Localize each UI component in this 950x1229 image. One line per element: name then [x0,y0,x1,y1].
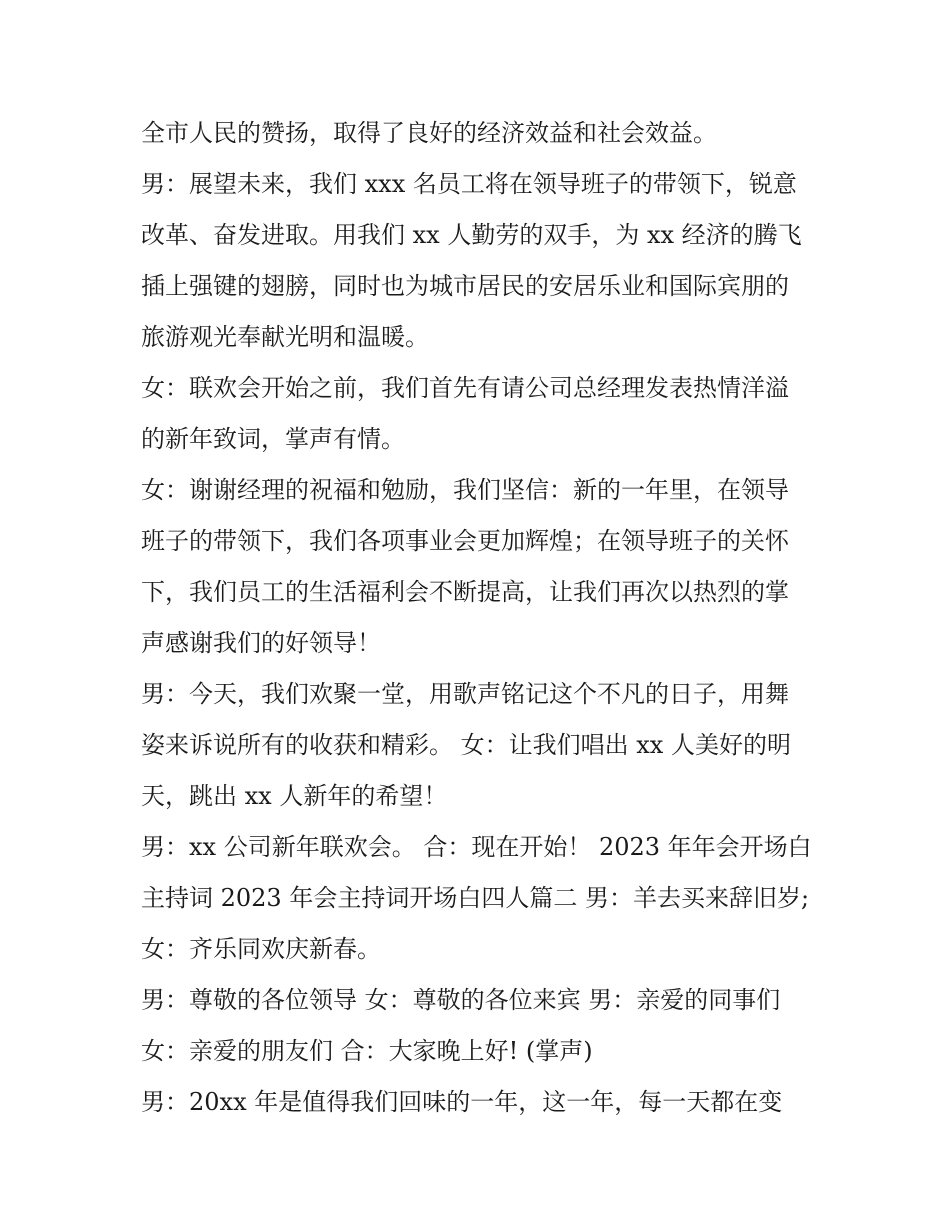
text-line: 天，跳出 xx 人新年的希望！ [141,782,448,810]
text-line: 男：今天，我们欢聚一堂，用歌声铭记这个不凡的日子，用舞 [141,680,789,708]
text-line: 男：xx 公司新年联欢会。 合：现在开始！ 2023 年年会开场白 [141,833,812,861]
text-line: 班子的带领下，我们各项事业会更加辉煌；在领导班子的关怀 [141,527,789,555]
text-line: 声感谢我们的好领导！ [141,629,381,657]
text-line: 男：展望未来，我们 xxx 名员工将在领导班子的带领下，锐意 [141,170,797,198]
text-line: 全市人民的赞扬，取得了良好的经济效益和社会效益。 [141,119,717,147]
text-line: 主持词 2023 年会主持词开场白四人篇二 男：羊去买来辞旧岁; [141,884,810,912]
text-line: 女：齐乐同欢庆新春。 [141,935,381,963]
text-line: 下，我们员工的生活福利会不断提高，让我们再次以热烈的掌 [141,578,789,606]
body-text [141,108,821,1128]
text-line: 男：尊敬的各位领导 女：尊敬的各位来宾 男：亲爱的同事们 [141,986,781,1014]
text-line: 改革、奋发进取。用我们 xx 人勤劳的双手，为 xx 经济的腾飞 [141,221,802,249]
text-line: 女：亲爱的朋友们 合：大家晚上好! (掌声) [141,1037,593,1065]
text-line: 女：谢谢经理的祝福和勉励，我们坚信：新的一年里，在领导 [141,476,789,504]
text-line: 插上强键的翅膀，同时也为城市居民的安居乐业和国际宾朋的 [141,272,789,300]
text-line: 女：联欢会开始之前，我们首先有请公司总经理发表热情洋溢 [141,374,789,402]
text-line: 旅游观光奉献光明和温暖。 [141,323,429,351]
text-line: 男：20xx 年是值得我们回味的一年，这一年，每一天都在变 [141,1088,783,1116]
text-line: 的新年致词，掌声有情。 [141,425,405,453]
text-line: 姿来诉说所有的收获和精彩。 女：让我们唱出 xx 人美好的明 [141,731,791,759]
